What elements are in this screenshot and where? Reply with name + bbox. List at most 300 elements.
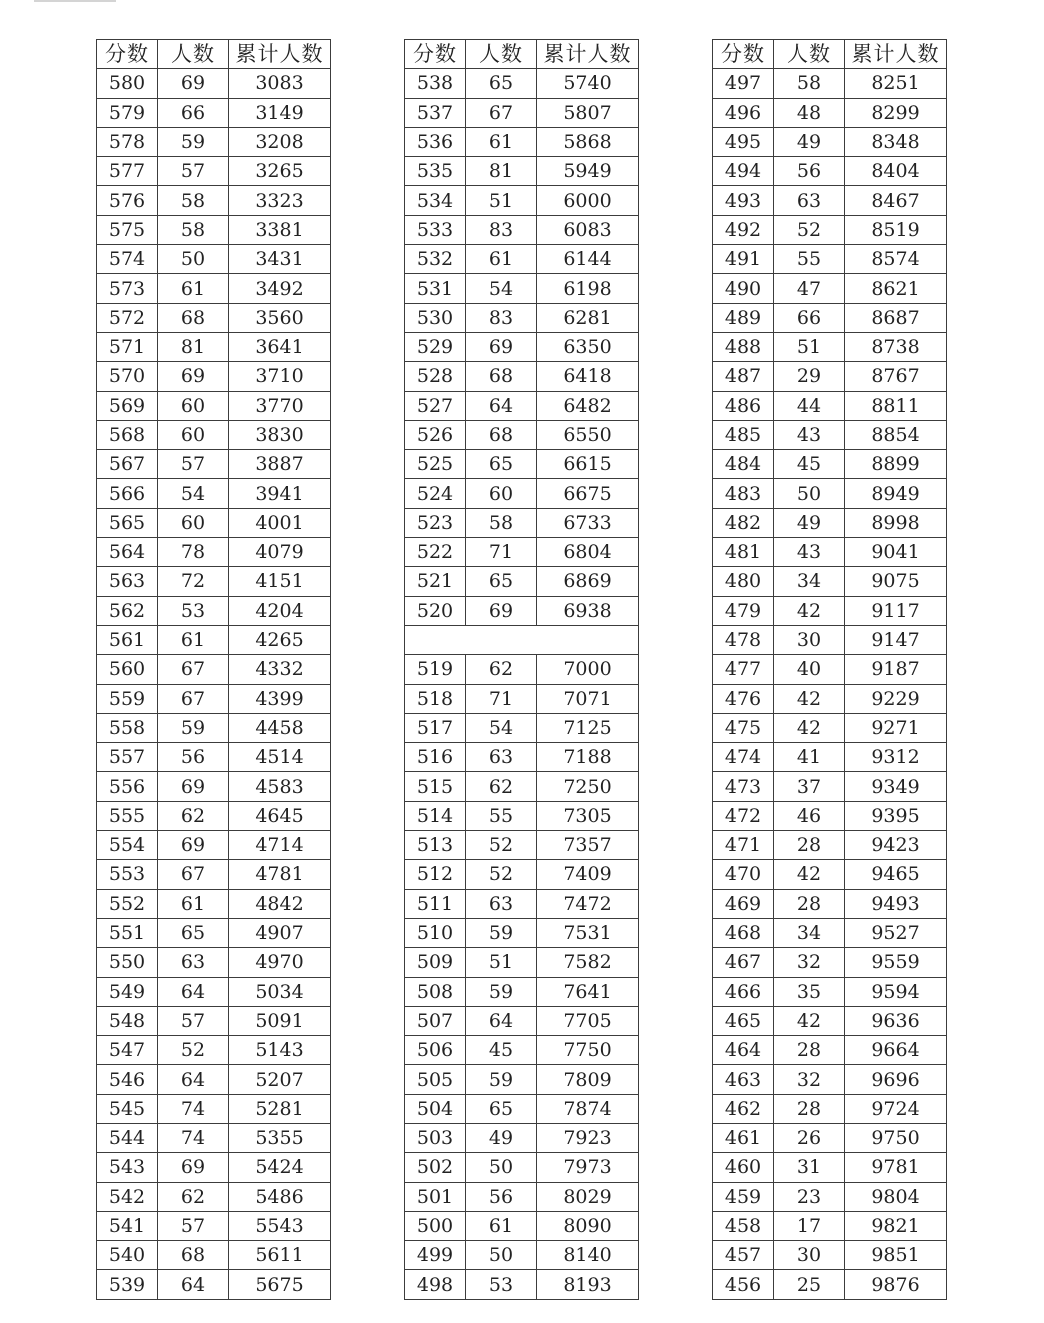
count-cell: 54 xyxy=(466,274,537,303)
cumulative-cell: 5611 xyxy=(229,1241,331,1270)
table-row xyxy=(97,538,331,567)
table-row xyxy=(405,274,639,303)
count-cell: 49 xyxy=(774,127,845,156)
count-cell: 42 xyxy=(774,860,845,889)
cumulative-cell: 7641 xyxy=(537,977,639,1006)
table-row xyxy=(405,831,639,860)
table-row xyxy=(713,274,947,303)
score-cell: 490 xyxy=(713,274,774,303)
table-row xyxy=(97,508,331,537)
table-row xyxy=(405,655,639,684)
score-cell: 489 xyxy=(713,303,774,332)
cumulative-cell: 3083 xyxy=(229,69,331,98)
cumulative-cell: 6733 xyxy=(537,508,639,537)
table-row xyxy=(97,420,331,449)
score-cell: 467 xyxy=(713,948,774,977)
count-cell: 58 xyxy=(158,186,229,215)
table-row xyxy=(405,362,639,391)
table-row xyxy=(405,889,639,918)
table-row xyxy=(405,479,639,508)
count-header: 人数 xyxy=(466,40,537,69)
score-cell: 510 xyxy=(405,918,466,947)
table-row xyxy=(97,1094,331,1123)
count-cell: 67 xyxy=(158,684,229,713)
cumulative-cell: 9229 xyxy=(845,684,947,713)
cumulative-cell: 7582 xyxy=(537,948,639,977)
table-row xyxy=(97,303,331,332)
score-cell: 506 xyxy=(405,1036,466,1065)
cumulative-cell: 4399 xyxy=(229,684,331,713)
table-row xyxy=(405,1270,639,1299)
cumulative-cell: 3560 xyxy=(229,303,331,332)
cumulative-cell: 5355 xyxy=(229,1123,331,1152)
count-cell: 26 xyxy=(774,1123,845,1152)
cumulative-cell: 3641 xyxy=(229,332,331,361)
count-cell: 42 xyxy=(774,684,845,713)
score-cell: 534 xyxy=(405,186,466,215)
table-row xyxy=(405,772,639,801)
table-row xyxy=(713,98,947,127)
count-cell: 56 xyxy=(158,743,229,772)
score-cell: 488 xyxy=(713,332,774,361)
count-cell: 63 xyxy=(466,889,537,918)
count-cell: 52 xyxy=(466,831,537,860)
score-cell: 476 xyxy=(713,684,774,713)
cumulative-cell: 8467 xyxy=(845,186,947,215)
count-cell: 31 xyxy=(774,1153,845,1182)
count-cell: 69 xyxy=(158,831,229,860)
score-cell: 475 xyxy=(713,713,774,742)
score-cell: 517 xyxy=(405,713,466,742)
count-cell: 52 xyxy=(466,860,537,889)
cumulative-cell: 7071 xyxy=(537,684,639,713)
table-row xyxy=(97,69,331,98)
count-cell: 71 xyxy=(466,684,537,713)
count-cell: 49 xyxy=(774,508,845,537)
count-cell: 67 xyxy=(158,860,229,889)
table-row xyxy=(713,567,947,596)
cumulative-cell: 7472 xyxy=(537,889,639,918)
score-cell: 496 xyxy=(713,98,774,127)
count-cell: 61 xyxy=(466,245,537,274)
page-top-rule xyxy=(34,0,116,2)
cumulative-cell: 3149 xyxy=(229,98,331,127)
count-cell: 71 xyxy=(466,538,537,567)
count-cell: 74 xyxy=(158,1094,229,1123)
count-cell: 64 xyxy=(158,1270,229,1299)
score-cell: 470 xyxy=(713,860,774,889)
table-row xyxy=(405,801,639,830)
count-cell: 72 xyxy=(158,567,229,596)
table-row xyxy=(97,274,331,303)
score-cell: 497 xyxy=(713,69,774,98)
score-cell: 516 xyxy=(405,743,466,772)
score-cell: 459 xyxy=(713,1182,774,1211)
count-cell: 51 xyxy=(466,186,537,215)
count-cell: 57 xyxy=(158,1006,229,1035)
score-cell: 526 xyxy=(405,420,466,449)
cumulative-cell: 9527 xyxy=(845,918,947,947)
score-cell: 572 xyxy=(97,303,158,332)
score-cell: 500 xyxy=(405,1211,466,1240)
table-row xyxy=(713,684,947,713)
score-cell: 574 xyxy=(97,245,158,274)
score-cell: 554 xyxy=(97,831,158,860)
count-cell: 62 xyxy=(158,801,229,830)
count-cell: 45 xyxy=(774,450,845,479)
count-cell: 68 xyxy=(158,303,229,332)
cumulative-cell: 3887 xyxy=(229,450,331,479)
score-cell: 522 xyxy=(405,538,466,567)
count-cell: 34 xyxy=(774,567,845,596)
score-cell: 550 xyxy=(97,948,158,977)
count-cell: 69 xyxy=(158,772,229,801)
score-cell: 513 xyxy=(405,831,466,860)
count-cell: 44 xyxy=(774,391,845,420)
cumulative-cell: 8621 xyxy=(845,274,947,303)
count-cell: 43 xyxy=(774,538,845,567)
count-cell: 68 xyxy=(466,420,537,449)
table-row xyxy=(713,1065,947,1094)
count-cell: 30 xyxy=(774,1241,845,1270)
count-cell: 42 xyxy=(774,713,845,742)
score-cell: 533 xyxy=(405,215,466,244)
cumulative-cell: 3770 xyxy=(229,391,331,420)
count-cell: 83 xyxy=(466,303,537,332)
score-cell: 538 xyxy=(405,69,466,98)
cumulative-cell: 9271 xyxy=(845,713,947,742)
count-cell: 69 xyxy=(158,362,229,391)
count-cell: 64 xyxy=(466,391,537,420)
table-row xyxy=(97,1123,331,1152)
count-cell: 65 xyxy=(466,69,537,98)
count-cell: 67 xyxy=(466,98,537,127)
count-cell: 43 xyxy=(774,420,845,449)
table-row xyxy=(713,215,947,244)
count-cell: 62 xyxy=(158,1182,229,1211)
score-cell: 518 xyxy=(405,684,466,713)
table-row xyxy=(713,391,947,420)
cumulative-cell: 3381 xyxy=(229,215,331,244)
table-row xyxy=(97,655,331,684)
cumulative-cell: 4001 xyxy=(229,508,331,537)
count-cell: 66 xyxy=(158,98,229,127)
count-cell: 58 xyxy=(774,69,845,98)
count-cell: 32 xyxy=(774,1065,845,1094)
cumulative-cell: 9465 xyxy=(845,860,947,889)
count-cell: 64 xyxy=(466,1006,537,1035)
cumulative-cell: 6550 xyxy=(537,420,639,449)
score-cell: 515 xyxy=(405,772,466,801)
score-cell: 484 xyxy=(713,450,774,479)
score-cell: 512 xyxy=(405,860,466,889)
count-cell: 60 xyxy=(466,479,537,508)
table-row xyxy=(713,801,947,830)
score-cell: 525 xyxy=(405,450,466,479)
score-cell: 504 xyxy=(405,1094,466,1123)
count-cell: 40 xyxy=(774,655,845,684)
score-cell: 562 xyxy=(97,596,158,625)
cumulative-cell: 6083 xyxy=(537,215,639,244)
score-cell: 465 xyxy=(713,1006,774,1035)
count-cell: 81 xyxy=(466,157,537,186)
count-cell: 37 xyxy=(774,772,845,801)
table-row xyxy=(713,889,947,918)
score-cell: 480 xyxy=(713,567,774,596)
cumulative-cell: 5740 xyxy=(537,69,639,98)
count-cell: 50 xyxy=(158,245,229,274)
count-cell: 58 xyxy=(158,215,229,244)
count-cell: 64 xyxy=(158,977,229,1006)
cumulative-cell: 7750 xyxy=(537,1036,639,1065)
table-row xyxy=(97,1270,331,1299)
cumulative-cell: 5424 xyxy=(229,1153,331,1182)
cumulative-cell: 4458 xyxy=(229,713,331,742)
score-cell: 552 xyxy=(97,889,158,918)
table-row xyxy=(405,948,639,977)
cumulative-cell: 7705 xyxy=(537,1006,639,1035)
score-cell: 541 xyxy=(97,1211,158,1240)
cumulative-cell: 5949 xyxy=(537,157,639,186)
table-row xyxy=(97,948,331,977)
cumulative-cell: 9395 xyxy=(845,801,947,830)
score-cell: 558 xyxy=(97,713,158,742)
score-cell: 568 xyxy=(97,420,158,449)
table-row xyxy=(713,1241,947,1270)
count-cell: 62 xyxy=(466,772,537,801)
cumulative-cell: 9075 xyxy=(845,567,947,596)
table-row xyxy=(405,245,639,274)
table-row xyxy=(405,1153,639,1182)
count-cell: 52 xyxy=(158,1036,229,1065)
score-cell: 543 xyxy=(97,1153,158,1182)
table-row xyxy=(97,772,331,801)
score-cell: 493 xyxy=(713,186,774,215)
cumulative-cell: 9821 xyxy=(845,1211,947,1240)
cumulative-cell: 3323 xyxy=(229,186,331,215)
score-cell: 460 xyxy=(713,1153,774,1182)
count-cell: 69 xyxy=(158,69,229,98)
cumulative-cell: 6000 xyxy=(537,186,639,215)
cumulative-cell: 3830 xyxy=(229,420,331,449)
score-cell: 483 xyxy=(713,479,774,508)
count-cell: 53 xyxy=(158,596,229,625)
count-cell: 50 xyxy=(466,1241,537,1270)
score-table-2 xyxy=(404,39,639,1300)
table-row xyxy=(97,1182,331,1211)
cumulative-cell: 4714 xyxy=(229,831,331,860)
score-cell: 575 xyxy=(97,215,158,244)
cumulative-cell: 8574 xyxy=(845,245,947,274)
cumulative-cell: 5486 xyxy=(229,1182,331,1211)
table-row xyxy=(713,127,947,156)
count-cell: 69 xyxy=(466,596,537,625)
cumulative-cell: 7125 xyxy=(537,713,639,742)
cumulative-header: 累计人数 xyxy=(229,40,331,69)
cumulative-cell: 6675 xyxy=(537,479,639,508)
cumulative-cell: 9636 xyxy=(845,1006,947,1035)
table-row xyxy=(713,1123,947,1152)
cumulative-cell: 8404 xyxy=(845,157,947,186)
cumulative-cell: 3265 xyxy=(229,157,331,186)
count-header: 人数 xyxy=(774,40,845,69)
score-cell: 528 xyxy=(405,362,466,391)
cumulative-cell: 5543 xyxy=(229,1211,331,1240)
score-cell: 473 xyxy=(713,772,774,801)
table-row xyxy=(713,186,947,215)
score-cell: 551 xyxy=(97,918,158,947)
table-row xyxy=(713,860,947,889)
cumulative-cell: 4265 xyxy=(229,625,331,654)
table-row xyxy=(97,186,331,215)
score-cell: 530 xyxy=(405,303,466,332)
table-row xyxy=(713,743,947,772)
table-row xyxy=(713,1006,947,1035)
table-row xyxy=(97,918,331,947)
table-row xyxy=(97,1065,331,1094)
count-cell: 67 xyxy=(158,655,229,684)
table-row xyxy=(97,889,331,918)
cumulative-cell: 9423 xyxy=(845,831,947,860)
cumulative-cell: 5207 xyxy=(229,1065,331,1094)
score-cell: 561 xyxy=(97,625,158,654)
score-cell: 578 xyxy=(97,127,158,156)
table-row xyxy=(713,1211,947,1240)
count-cell: 54 xyxy=(466,713,537,742)
score-cell: 555 xyxy=(97,801,158,830)
score-cell: 565 xyxy=(97,508,158,537)
table-row xyxy=(405,420,639,449)
score-cell: 544 xyxy=(97,1123,158,1152)
score-cell: 458 xyxy=(713,1211,774,1240)
cumulative-cell: 7531 xyxy=(537,918,639,947)
cumulative-cell: 8193 xyxy=(537,1270,639,1299)
count-cell: 32 xyxy=(774,948,845,977)
cumulative-cell: 3710 xyxy=(229,362,331,391)
score-cell: 567 xyxy=(97,450,158,479)
cumulative-cell: 5868 xyxy=(537,127,639,156)
table-row xyxy=(713,713,947,742)
count-cell: 51 xyxy=(466,948,537,977)
table-row xyxy=(405,713,639,742)
table-row xyxy=(713,69,947,98)
count-cell: 62 xyxy=(466,655,537,684)
count-cell: 25 xyxy=(774,1270,845,1299)
score-cell: 546 xyxy=(97,1065,158,1094)
score-header: 分数 xyxy=(97,40,158,69)
cumulative-cell: 6281 xyxy=(537,303,639,332)
cumulative-cell: 7874 xyxy=(537,1094,639,1123)
table-row xyxy=(713,157,947,186)
count-cell: 56 xyxy=(466,1182,537,1211)
count-cell: 57 xyxy=(158,450,229,479)
table-row xyxy=(713,303,947,332)
count-cell: 57 xyxy=(158,157,229,186)
count-cell: 41 xyxy=(774,743,845,772)
score-cell: 472 xyxy=(713,801,774,830)
table-row xyxy=(97,596,331,625)
score-cell: 540 xyxy=(97,1241,158,1270)
score-cell: 553 xyxy=(97,860,158,889)
cumulative-cell: 6869 xyxy=(537,567,639,596)
score-header: 分数 xyxy=(713,40,774,69)
score-cell: 494 xyxy=(713,157,774,186)
cumulative-cell: 5675 xyxy=(229,1270,331,1299)
table-row xyxy=(713,420,947,449)
count-cell: 42 xyxy=(774,596,845,625)
count-cell: 55 xyxy=(466,801,537,830)
score-cell: 462 xyxy=(713,1094,774,1123)
table-row xyxy=(405,450,639,479)
score-cell: 485 xyxy=(713,420,774,449)
table-row xyxy=(713,948,947,977)
score-cell: 464 xyxy=(713,1036,774,1065)
score-cell: 509 xyxy=(405,948,466,977)
score-cell: 461 xyxy=(713,1123,774,1152)
table-row xyxy=(713,596,947,625)
count-cell: 63 xyxy=(774,186,845,215)
table-row xyxy=(97,625,331,654)
table-row xyxy=(713,538,947,567)
count-cell: 28 xyxy=(774,1036,845,1065)
score-cell: 477 xyxy=(713,655,774,684)
score-table-1 xyxy=(96,39,331,1300)
cumulative-cell: 7188 xyxy=(537,743,639,772)
score-cell: 570 xyxy=(97,362,158,391)
count-cell: 52 xyxy=(774,215,845,244)
table-row xyxy=(405,1094,639,1123)
score-cell: 566 xyxy=(97,479,158,508)
score-cell: 524 xyxy=(405,479,466,508)
cumulative-cell: 5143 xyxy=(229,1036,331,1065)
score-cell: 520 xyxy=(405,596,466,625)
score-cell: 577 xyxy=(97,157,158,186)
cumulative-cell: 6418 xyxy=(537,362,639,391)
count-cell: 29 xyxy=(774,362,845,391)
score-cell: 502 xyxy=(405,1153,466,1182)
table-row xyxy=(713,362,947,391)
cumulative-cell: 9851 xyxy=(845,1241,947,1270)
table-row xyxy=(713,977,947,1006)
table-row xyxy=(713,450,947,479)
cumulative-cell: 8998 xyxy=(845,508,947,537)
cumulative-cell: 9594 xyxy=(845,977,947,1006)
cumulative-cell: 9696 xyxy=(845,1065,947,1094)
table-row xyxy=(713,1270,947,1299)
table-row xyxy=(713,245,947,274)
cumulative-cell: 7250 xyxy=(537,772,639,801)
score-cell: 469 xyxy=(713,889,774,918)
count-cell: 65 xyxy=(466,567,537,596)
score-cell: 580 xyxy=(97,69,158,98)
count-cell: 34 xyxy=(774,918,845,947)
score-cell: 487 xyxy=(713,362,774,391)
cumulative-cell: 7809 xyxy=(537,1065,639,1094)
table-row xyxy=(713,831,947,860)
cumulative-cell: 8949 xyxy=(845,479,947,508)
cumulative-cell: 9349 xyxy=(845,772,947,801)
count-cell: 50 xyxy=(466,1153,537,1182)
score-cell: 503 xyxy=(405,1123,466,1152)
score-cell: 537 xyxy=(405,98,466,127)
table-row xyxy=(97,332,331,361)
score-cell: 482 xyxy=(713,508,774,537)
count-cell: 17 xyxy=(774,1211,845,1240)
cumulative-cell: 4907 xyxy=(229,918,331,947)
cumulative-cell: 4583 xyxy=(229,772,331,801)
count-cell: 59 xyxy=(466,977,537,1006)
cumulative-cell: 6482 xyxy=(537,391,639,420)
